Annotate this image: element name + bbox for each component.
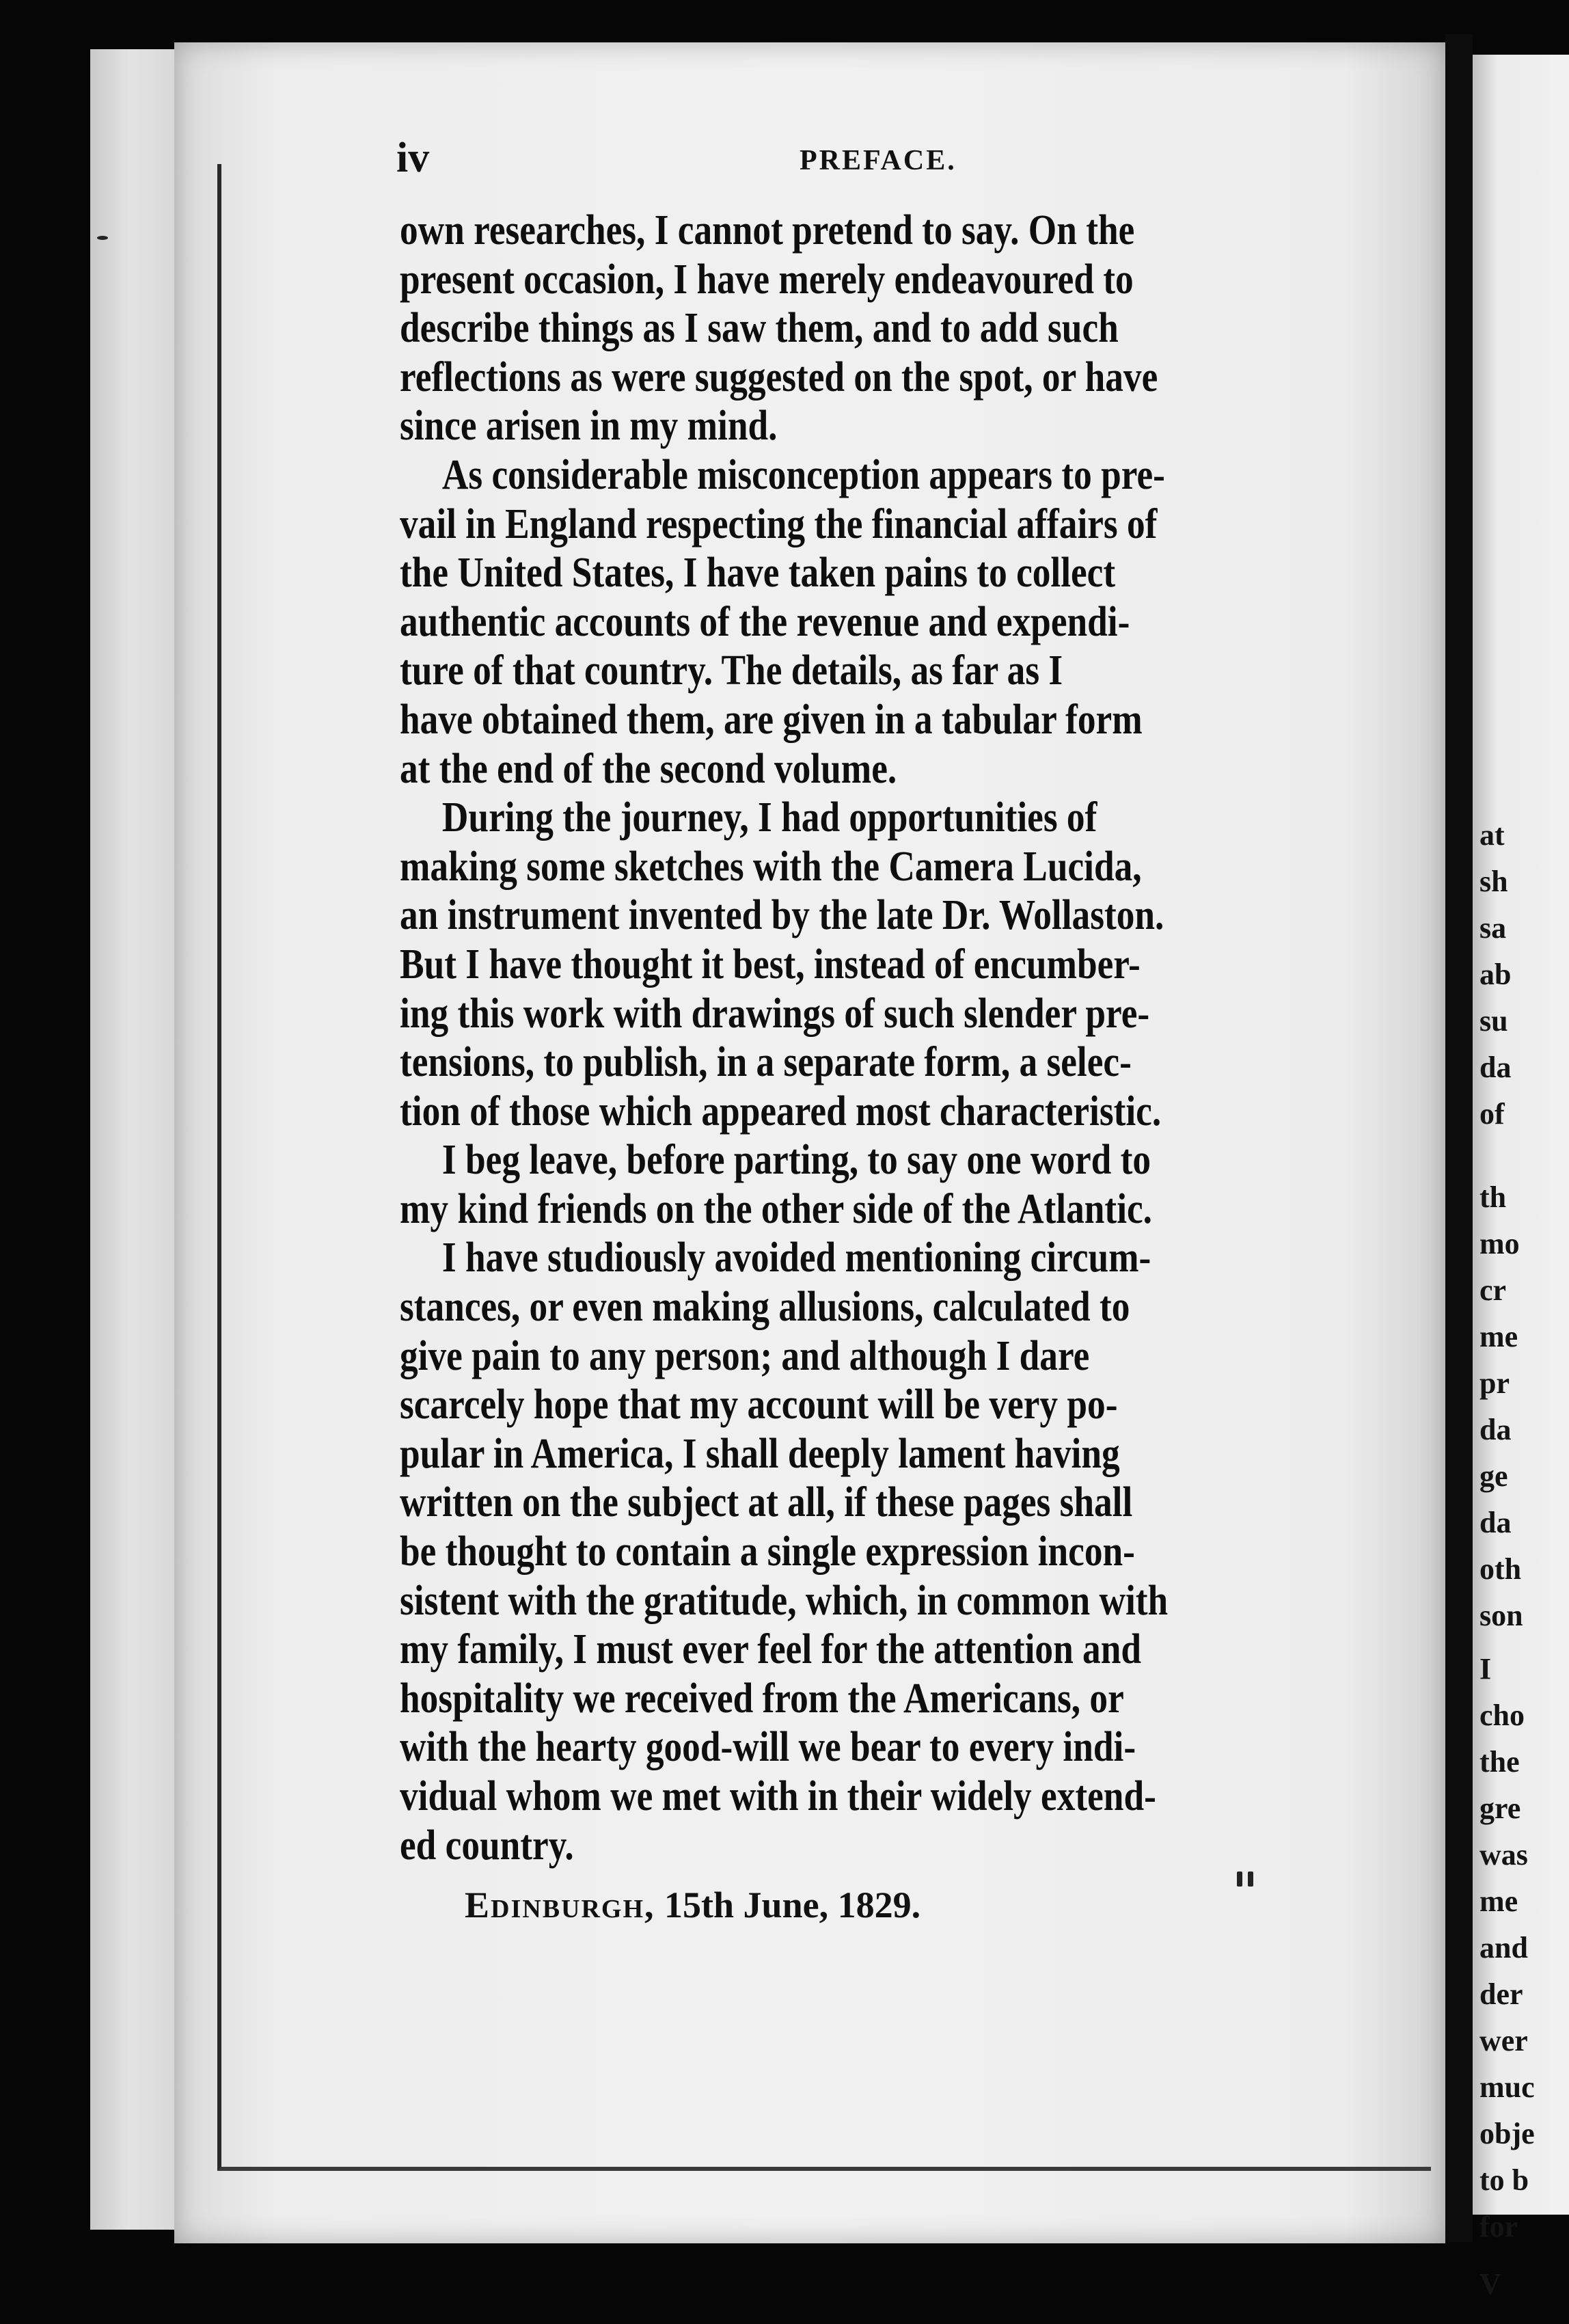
text-line: the United States, I have taken pains to collect <box>400 550 1116 597</box>
page-gutter <box>1445 34 1473 2242</box>
text-line: vail in England respecting the financial affairs of <box>400 500 1158 548</box>
adjacent-page-text: gre <box>1479 1792 1521 1825</box>
adjacent-page-text: muc <box>1479 2070 1535 2104</box>
adjacent-page-text: to b <box>1479 2163 1529 2197</box>
text-line: hospitality we received from the Americans, or <box>400 1675 1124 1722</box>
signature-place: Edinburgh, <box>465 1884 655 1926</box>
adjacent-page-text: mo <box>1479 1227 1520 1260</box>
text-line: have obtained them, are given in a tabular form <box>400 696 1143 743</box>
running-head: PREFACE. <box>800 145 957 176</box>
text-line: present occasion, I have merely endeavoured to <box>400 256 1134 303</box>
adjacent-page-text: of <box>1479 1097 1505 1131</box>
text-line: describe things as I saw them, and to add such <box>400 305 1119 352</box>
text-line: an instrument invented by the late Dr. Wollaston. <box>400 892 1164 939</box>
text-line: stances, or even making allusions, calculated to <box>400 1284 1130 1331</box>
scan-mark <box>1237 1872 1242 1887</box>
adjacent-page-text: oth <box>1479 1552 1522 1586</box>
page-header <box>396 137 1408 185</box>
adjacent-page-text: der <box>1479 1977 1523 2011</box>
adjacent-page-text: me <box>1479 1320 1518 1353</box>
adjacent-page-text: son <box>1479 1599 1523 1632</box>
adjacent-page-text: ge <box>1479 1459 1508 1493</box>
adjacent-page-text: V <box>1479 2267 1501 2301</box>
text-line: During the journey, I had opportunities of <box>441 794 1097 841</box>
adjacent-page-text: su <box>1479 1004 1508 1038</box>
adjacent-page-text: for <box>1479 2210 1518 2243</box>
adjacent-page-text: sa <box>1479 911 1507 945</box>
adjacent-page-text: th <box>1479 1180 1507 1214</box>
text-line: give pain to any person; and although I dare <box>400 1332 1090 1379</box>
text-line: at the end of the second volume. <box>400 745 897 792</box>
adjacent-page-text: cho <box>1479 1699 1525 1732</box>
text-line: As considerable misconception appears to pre- <box>441 451 1165 498</box>
text-line: I beg leave, before parting, to say one word to <box>441 1137 1151 1184</box>
text-line: But I have thought it best, instead of encumber- <box>400 941 1141 988</box>
adjacent-page-text: I <box>1479 1652 1492 1686</box>
text-line: my kind friends on the other side of the Atlantic. <box>400 1185 1153 1232</box>
scan-mark <box>1248 1872 1253 1887</box>
text-line: ture of that country. The details, as far as I <box>400 647 1063 694</box>
text-line: tion of those which appeared most characteristic. <box>400 1087 1162 1135</box>
text-line: written on the subject at all, if these pages shall <box>400 1479 1133 1526</box>
text-line: I have studiously avoided mentioning circum- <box>441 1234 1151 1282</box>
adjacent-page-text: obje <box>1479 2117 1535 2150</box>
text-line: ed country. <box>400 1822 574 1869</box>
text-line: own researches, I cannot pretend to say. On the <box>400 207 1135 254</box>
text-line: tensions, to publish, in a separate form, a selec- <box>400 1039 1132 1086</box>
preface-body <box>400 206 1425 1870</box>
text-line: with the hearty good-will we bear to every indi- <box>400 1724 1136 1771</box>
text-line: my family, I must ever feel for the attention and <box>400 1626 1142 1673</box>
text-line: authentic accounts of the revenue and expendi- <box>400 598 1130 645</box>
adjacent-page-text: was <box>1479 1838 1528 1872</box>
adjacent-page-text: da <box>1479 1051 1512 1084</box>
text-line: be thought to contain a single expression incon- <box>400 1528 1135 1576</box>
text-line: ing this work with drawings of such slender pre- <box>400 990 1150 1037</box>
adjacent-page-text: me <box>1479 1884 1518 1918</box>
signature-date: 15th June, 1829. <box>664 1884 921 1926</box>
text-line: scarcely hope that my account will be very po- <box>400 1381 1118 1429</box>
adjacent-page-text: and <box>1479 1931 1528 1964</box>
adjacent-page-text: cr <box>1479 1273 1507 1307</box>
adjacent-page-text: at <box>1479 818 1505 852</box>
adjacent-page-text: da <box>1479 1413 1512 1446</box>
adjacent-page-fragment <box>1473 55 1569 2301</box>
text-line: sistent with the gratitude, which, in common with <box>400 1577 1169 1624</box>
left-book-edge <box>90 49 186 2230</box>
adjacent-page-text: sh <box>1479 865 1508 898</box>
adjacent-page-text: pr <box>1479 1366 1510 1400</box>
text-line: since arisen in my mind. <box>400 403 778 450</box>
adjacent-page-text: da <box>1479 1506 1512 1539</box>
signature-line <box>465 1884 921 1926</box>
adjacent-page-text: wer <box>1479 2024 1528 2057</box>
text-line: vidual whom we met with in their widely extend- <box>400 1773 1156 1820</box>
page-number: iv <box>396 135 430 181</box>
text-line: making some sketches with the Camera Lucida, <box>400 843 1142 890</box>
adjacent-page-text: the <box>1479 1745 1520 1779</box>
scan-mark <box>97 236 108 240</box>
text-line: pular in America, I shall deeply lament having <box>400 1430 1120 1477</box>
adjacent-page-text: ab <box>1479 958 1512 991</box>
text-line: reflections as were suggested on the spot, or have <box>400 353 1158 401</box>
